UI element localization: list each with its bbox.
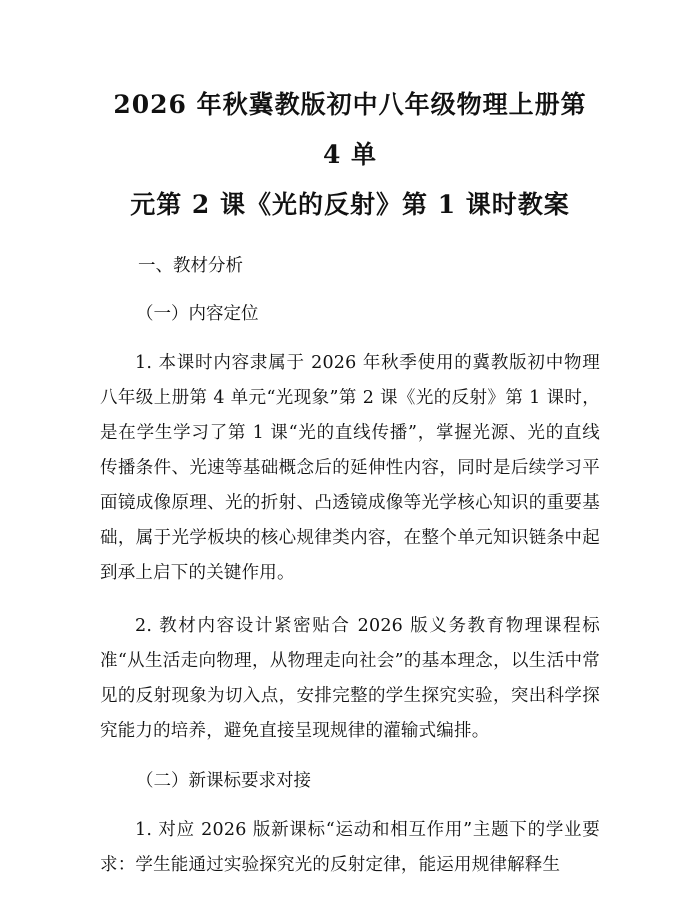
subsection-heading-curriculum-standard: （二）新课标要求对接 xyxy=(136,771,311,791)
title-line-2: 元第 2 课《光的反射》第 1 课时教案 xyxy=(130,190,570,219)
subsection-heading-content-positioning: （一）内容定位 xyxy=(136,304,259,324)
section-heading-textbook-analysis: 一、教材分析 xyxy=(138,256,243,276)
title-line-1: 2026 年秋冀教版初中八年级物理上册第 4 单 xyxy=(113,90,587,169)
paragraph-curriculum-standard-1: 1. 对应 2026 版新课标“运动和相互作用”主题下的学业要求：学生能通过实验探究光的反射定律，能运用规律解释生 xyxy=(100,820,600,875)
document-title xyxy=(100,80,600,230)
paragraph-content-positioning-2: 2. 教材内容设计紧密贴合 2026 版义务教育物理课程标准“从生活走向物理，从物理走向社会”的基本理念，以生活中常见的反射现象为切入点，安排完整的学生探究实验，突出科学探究能力的培养，避免直接呈现规律的灌输式编排。 xyxy=(100,616,600,741)
paragraph-content-positioning-1: 1. 本课时内容隶属于 2026 年秋季使用的冀教版初中物理八年级上册第 4 单元“光现象”第 2 课《光的反射》第 1 课时，是在学生学习了第 1 课“光的直线传播”，掌握光源、光的直线传播条件、光速等基础概念后的延伸性内容，同时是后续学习平面镜成像原理、光的折射、凸透镜成像等光学核心知识的重要基础，属于光学板块的核心规律类内容，在整个单元知识链条中起到承上启下的关键作用。 xyxy=(100,353,600,583)
